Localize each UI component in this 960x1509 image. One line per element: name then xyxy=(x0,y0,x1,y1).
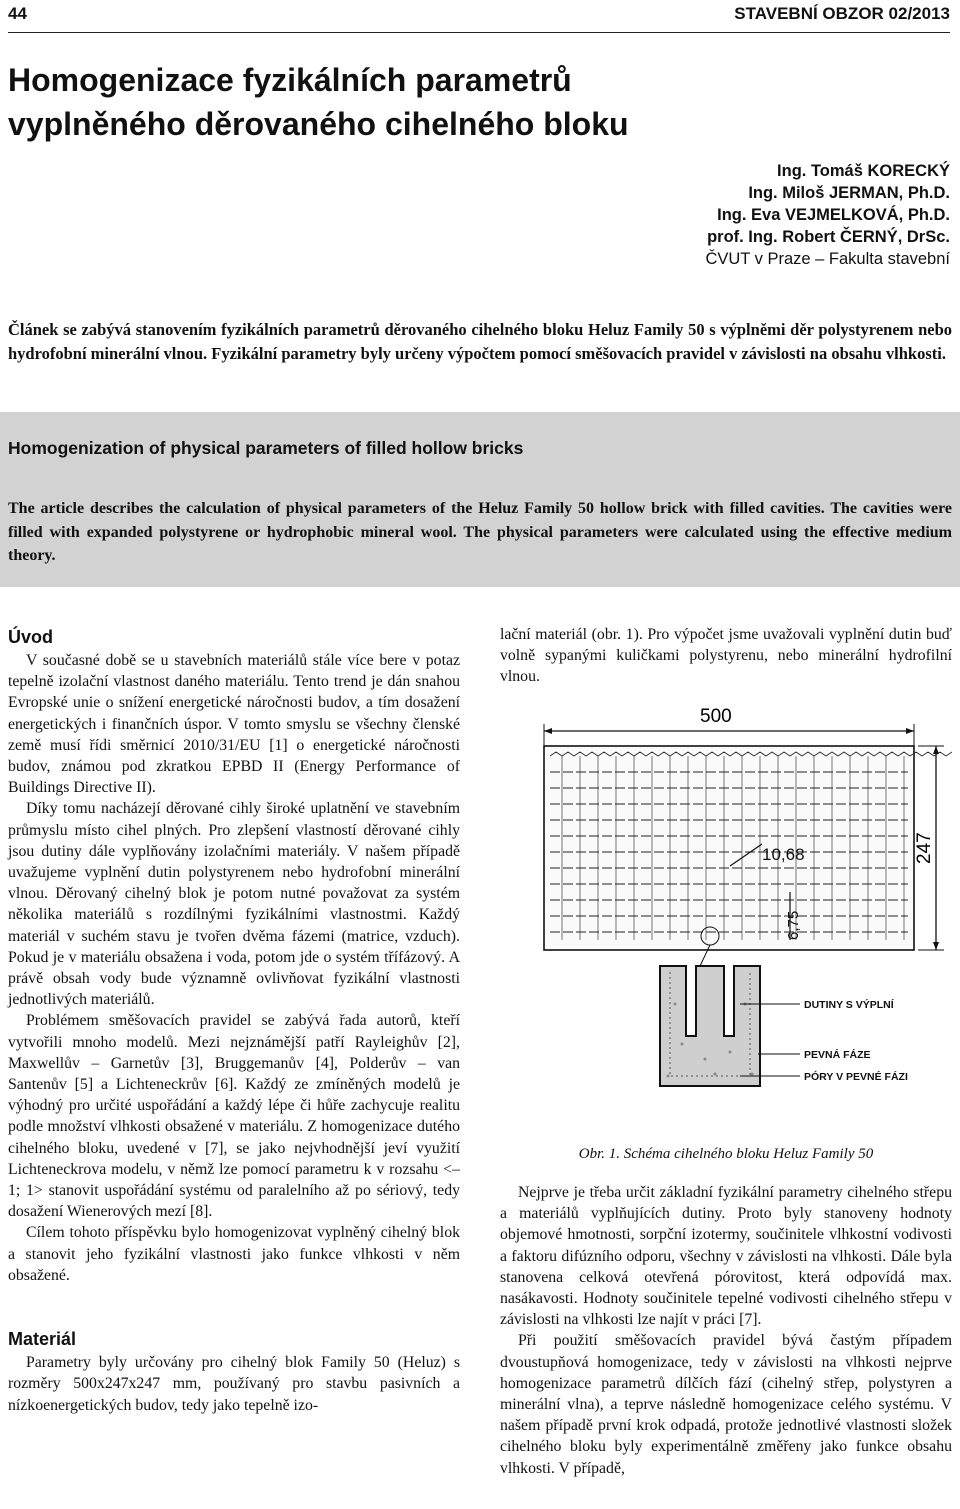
abstract-czech: Článek se zabývá stanovením fyzikálních parametrů děrovaného cihelného bloku Heluz Family 50 s výplněmi děr polystyrenem nebo hydrofobní minerální vlnou. Fyzikální parametry byly určeny výpočtem pomocí směšovacích pravidel v závislosti na obsahu vlhkosti. xyxy=(8,320,952,363)
author-1: Ing. Tomáš KORECKÝ xyxy=(777,162,950,180)
author-4: prof. Ing. Robert ČERNÝ, DrSc. xyxy=(707,228,950,246)
dimension-height-label: 247 xyxy=(914,832,935,864)
brick-figure xyxy=(500,704,952,1134)
right-paragraph-2: Nejprve je třeba určit základní fyzikální parametry cihelného střepu a materiálů vyplňujících dutiny. Proto byly stanoveny hodnoty objemové hmotnosti, sorpční izotermy, součinitele vlhkostní vodivosti a faktoru difúzního odporu, všechny v závislosti na vlhkosti. Dále byla stanovena celková otevřená pórovitost, která odpovídá max. nasákavosti. Hodnoty součinitele tepelné vodivosti cihelného střepu v závislosti na vlhkosti lze najít v práci [7]. xyxy=(500,1184,952,1329)
title-line-1: Homogenizace fyzikálních parametrů xyxy=(8,62,572,98)
author-2: Ing. Miloš JERMAN, Ph.D. xyxy=(748,184,950,202)
header-rule xyxy=(8,32,950,33)
title-line-2: vyplněného děrovaného cihelného bloku xyxy=(8,106,629,142)
right-column-bottom xyxy=(500,1182,952,1479)
section-heading-intro: Úvod xyxy=(8,627,53,647)
journal-title: STAVEBNÍ OBZOR 02/2013 xyxy=(734,4,950,23)
article-title xyxy=(8,58,908,146)
page-number: 44 xyxy=(8,4,27,23)
dimension-cavity-label: 10,68 xyxy=(762,845,805,864)
right-column-top xyxy=(500,624,952,688)
intro-paragraph-2: Díky tomu nacházejí děrované cihly široké uplatnění ve stavebním průmyslu místo cihel plných. Pro zlepšení vlastností děrované cihly jsou dutiny dále vyplňovány izolačními materiály. V našem případě uvažujeme vyplnění dutin polystyrenem nebo hydrofobní minerální vlnou. Děrovaný cihelný blok je potom nutné považovat za systém několika materiálů s rozdílnými fyzikálními vlastnostmi. Každý materiál v suchém stavu je tvořen dvěma fázemi (matrice, vzduch). Pokud je v materiálu obsažena i voda, potom jde o systém třífázový. A právě obsah vody bude významně ovlivňovat fyzikální vlastnosti jednotlivých materiálů. xyxy=(8,800,460,1009)
brick-diagram xyxy=(500,704,952,1134)
label-solid-phase: PEVNÁ FÁZE xyxy=(804,1049,871,1061)
material-paragraph-1: Parametry byly určovány pro cihelný blok Family 50 (Heluz) s rozměry 500x247x247 mm, používaný pro stavbu pasivních a nízkoenergetických budov, tedy jako tepelně izo- xyxy=(8,1354,460,1414)
dimension-width-label: 500 xyxy=(700,706,732,727)
section-heading-material: Materiál xyxy=(8,1329,77,1350)
intro-paragraph-4: Cílem tohoto příspěvku bylo homogenizovat vyplněný cihelný blok a stanovit jeho fyzikální vlastnosti jako funkce vlhkosti v něm obsažené. xyxy=(8,1224,460,1284)
english-title: Homogenization of physical parameters of filled hollow bricks xyxy=(8,438,524,458)
author-3: Ing. Eva VEJMELKOVÁ, Ph.D. xyxy=(717,206,950,224)
intro-paragraph-3: Problémem směšovacích pravidel se zabývá řada autorů, kteří vytvořili mnoho modelů. Mezi nejznámější patří Rayleighův [2], Maxwellův – Garnetův [3], Bruggemanův [4], Polderův – van Santenův [5] a Lichteneckrův [6]. Každý ze zmíněných modelů je výhodný pro určité uspořádání a každý lépe či hůře zachycuje realitu podle množství vlhkosti obsažené v materiálu. Z homogenizace dutého cihelného bloku, uvedené v [7], se jako nejvhodnější jeví využití Lichteneckrova modelu, v němž lze pomocí parametru k v rozsahu <–1; 1> stanovit uspořádání systému od paralelního až po sériový, tedy dosažení Wienerových mezí [8]. xyxy=(8,1012,460,1221)
material-paragraph-1-continued: lační materiál (obr. 1). Pro výpočet jsme uvažovali vyplnění dutin buď volně sypanými kuličkami polystyrenu, nebo minerální hydrofilní vlnou. xyxy=(500,626,952,686)
cavity-detail xyxy=(660,966,760,1086)
intro-paragraph-1: V současné době se u stavebních materiálů stále více bere v potaz tepelně izolační vlastnost daného materiálu. Tento trend je dán snahou Evropské unie o snížení energetické náročnosti budov, a tím dosažení energetických i finančních úspor. V tomto smyslu se všechny členské země musí řídi směrnicí 2010/31/EU [1] o energetické náročnosti budov, známou pod zkratkou EPBD II (Energy Performance of Buildings Directive II). xyxy=(8,652,460,797)
left-column xyxy=(8,624,460,1416)
right-paragraph-3: Při použití směšovacích pravidel bývá častým případem dvoustupňová homogenizace, tedy v závislosti na vlhkosti nejprve homogenizace parametrů dílčích fází (cihelný střep, polystyren a minerální vlna), a teprve následně homogenizace celého systému. V našem případě první krok odpadá, protože jednotlivé vlastnosti složek cihelného bloku byly experimentálně změřeny jako funkce obsahu vlhkosti. V případě, xyxy=(500,1332,952,1477)
author-block xyxy=(705,160,950,270)
label-filled-cavities: DUTINY S VÝPLNÍ xyxy=(804,999,894,1011)
brick-outline xyxy=(544,746,914,950)
dimension-rib-label: 6,75 xyxy=(785,910,802,940)
affiliation: ČVUT v Praze – Fakulta stavební xyxy=(705,250,950,268)
label-pores: PÓRY V PEVNÉ FÁZI xyxy=(804,1071,908,1083)
figure-caption: Obr. 1. Schéma cihelného bloku Heluz Family 50 xyxy=(578,1146,874,1162)
english-abstract: The article describes the calculation of physical parameters of the Heluz Family 50 hollow brick with filled cavities. The cavities were filled with expanded polystyrene or hydrophobic mineral wool. The physical parameters were calculated using the effective medium theory. xyxy=(8,500,952,564)
